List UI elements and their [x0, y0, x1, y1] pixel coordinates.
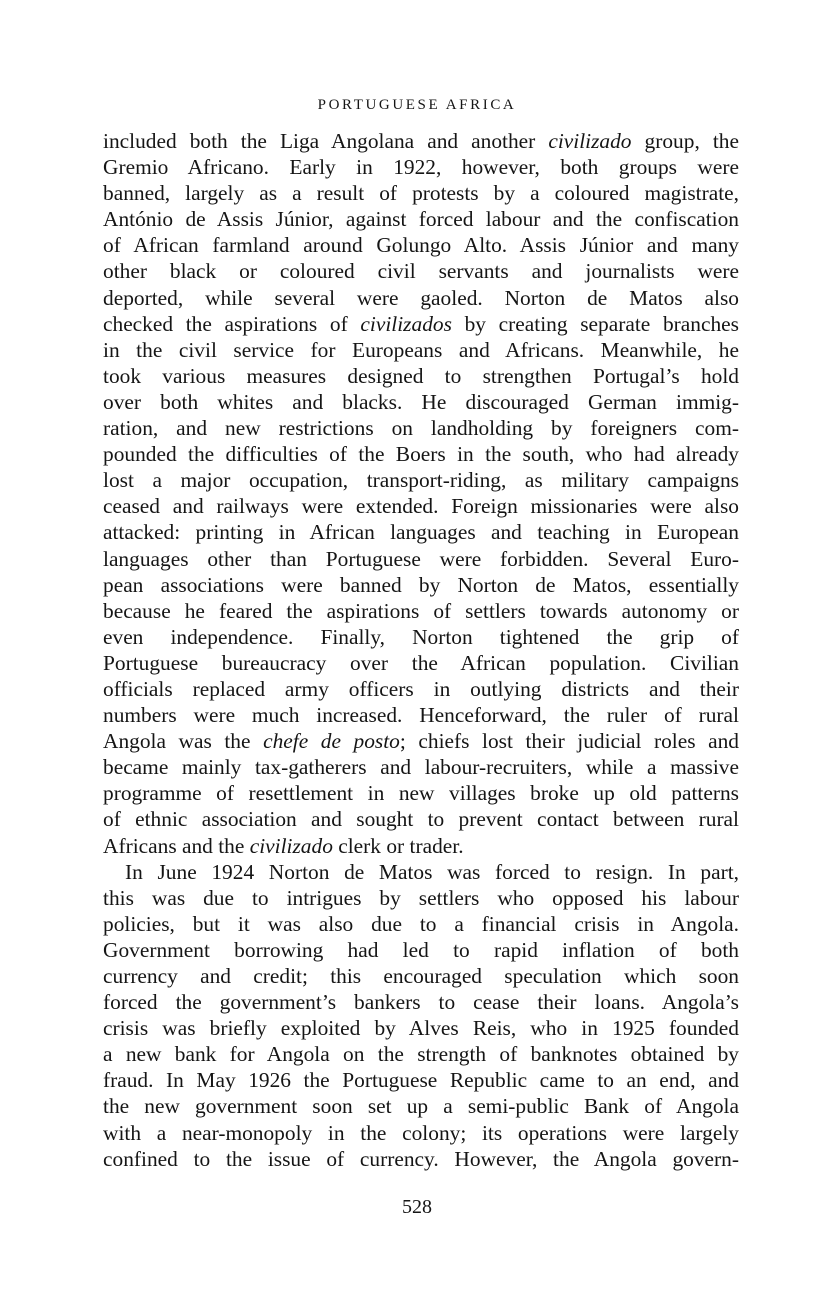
italic-term: civilizado [249, 833, 333, 858]
text-line: confined to the issue of currency. However, the Angola govern- [103, 1146, 739, 1171]
text-line: deported, while several were gaoled. Norton de Matos also [103, 285, 739, 310]
text-line: languages other than Portuguese were forbidden. Several Euro- [103, 546, 739, 571]
italic-term: civilizado [548, 129, 632, 153]
text-line: attacked: printing in African languages and teaching in European [103, 520, 739, 545]
text-line: included both the Liga Angolana and another civilizado group, the [103, 129, 739, 153]
text-line: forced the government’s bankers to cease their loans. Angola’s [103, 990, 739, 1015]
text-line: because he feared the aspirations of settlers towards autonomy or [103, 598, 739, 623]
text-line: ceased and railways were extended. Foreign missionaries were also [103, 494, 739, 519]
text-line: even independence. Finally, Norton tightened the grip of [103, 624, 739, 649]
text-line: António de Assis Júnior, against forced labour and the confiscation [103, 207, 739, 232]
text-line: banned, largely as a result of protests by a coloured magistrate, [103, 181, 739, 206]
text-line: of ethnic association and sought to prevent contact between rural [103, 807, 739, 832]
italic-term: civilizados [360, 311, 452, 336]
italic-term: chefe de posto [263, 729, 400, 754]
body-text [103, 128, 739, 1172]
text-line: Government borrowing had led to rapid inflation of both [103, 937, 739, 962]
text-line: with a near-monopoly in the colony; its operations were largely [103, 1120, 739, 1145]
paragraph-end-line: Africans and the civilizado clerk or trader. [103, 833, 464, 858]
text-line: numbers were much increased. Henceforward, the ruler of rural [103, 703, 739, 728]
text-line: Angola was the chefe de posto; chiefs lost their judicial roles and [103, 729, 740, 754]
page-number: 528 [402, 1196, 432, 1218]
text-line: programme of resettlement in new villages broke up old patterns [103, 781, 739, 806]
text-line: crisis was briefly exploited by Alves Reis, who in 1925 founded [103, 1016, 739, 1041]
text-line: checked the aspirations of civilizados by creating separate branches [103, 311, 739, 336]
text-line: other black or coloured civil servants and journalists were [103, 259, 739, 284]
text-line: a new bank for Angola on the strength of banknotes obtained by [103, 1042, 739, 1067]
text-line: the new government soon set up a semi-public Bank of Angola [103, 1094, 739, 1119]
text-line: officials replaced army officers in outlying districts and their [103, 676, 739, 701]
text-line: pounded the difficulties of the Boers in the south, who had already [103, 442, 739, 467]
text-line: became mainly tax-gatherers and labour-recruiters, while a massive [103, 755, 739, 780]
text-line: in the civil service for Europeans and Africans. Meanwhile, he [103, 337, 739, 362]
running-head: PORTUGUESE AFRICA [317, 97, 517, 113]
text-line: took various measures designed to strengthen Portugal’s hold [103, 363, 739, 388]
text-line: fraud. In May 1926 the Portuguese Republic came to an end, and [103, 1068, 739, 1093]
text-line: over both whites and blacks. He discouraged German immig- [103, 389, 739, 414]
text-line: policies, but it was also due to a financial crisis in Angola. [103, 911, 739, 936]
text-line: currency and credit; this encouraged speculation which soon [103, 964, 739, 988]
text-line: pean associations were banned by Norton de Matos, essentially [103, 572, 739, 597]
text-line: Gremio Africano. Early in 1922, however, both groups were [103, 155, 739, 180]
text-line: of African farmland around Golungo Alto. Assis Júnior and many [103, 233, 739, 258]
text-line: this was due to intrigues by settlers who opposed his labour [103, 885, 739, 910]
text-line: ration, and new restrictions on landholding by foreigners com- [103, 416, 739, 441]
text-line: Portuguese bureaucracy over the African population. Civilian [103, 650, 739, 675]
paragraph-start-line: In June 1924 Norton de Matos was forced to resign. In part, [125, 859, 739, 884]
text-line: lost a major occupation, transport-riding, as military campaigns [103, 468, 739, 493]
